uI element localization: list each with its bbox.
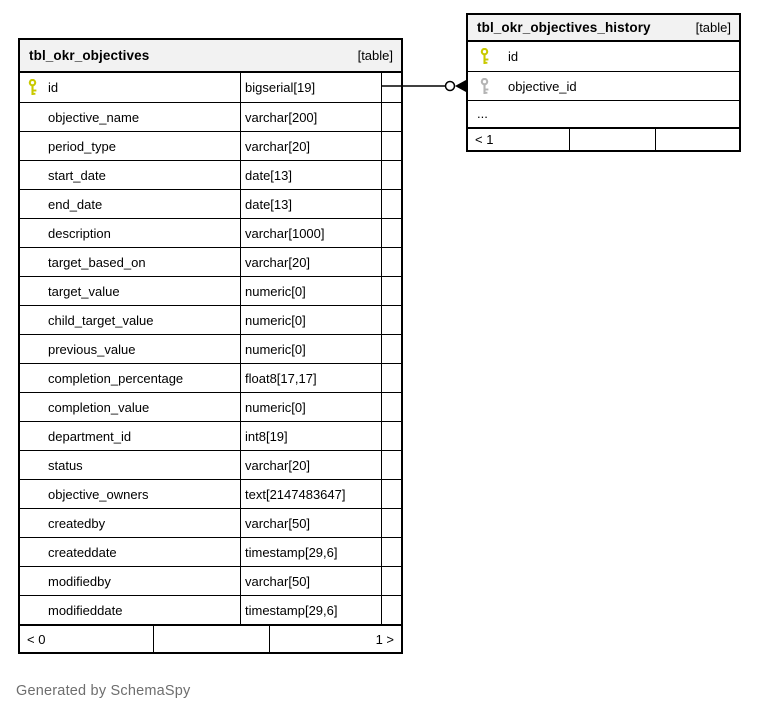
relationship-indicator-cell <box>381 277 401 305</box>
column-row-target_value[interactable] <box>20 276 401 305</box>
relationship-indicator-cell <box>381 538 401 566</box>
relationship-arrowhead-icon <box>455 80 466 92</box>
column-row-status[interactable] <box>20 450 401 479</box>
column-rows <box>20 73 401 624</box>
column-row-objective_name[interactable] <box>20 102 401 131</box>
column-name-cell <box>20 567 240 595</box>
column-row-id[interactable] <box>20 73 401 102</box>
column-type: varchar[50] <box>240 567 381 595</box>
column-name: id <box>508 49 519 64</box>
column-row-id[interactable] <box>468 42 739 71</box>
table-name[interactable]: tbl_okr_objectives <box>29 48 150 63</box>
column-row-completion_value[interactable] <box>20 392 401 421</box>
footer-children-count: < 1 <box>475 132 494 147</box>
column-name: previous_value <box>48 341 136 357</box>
column-type: text[2147483647] <box>240 480 381 508</box>
column-type: date[13] <box>240 161 381 189</box>
column-name: target_value <box>48 283 120 299</box>
column-name: end_date <box>48 196 103 212</box>
column-name: objective_name <box>48 109 140 125</box>
column-name: modifiedby <box>48 573 111 589</box>
relationship-indicator-cell <box>381 132 401 160</box>
relationship-indicator-cell <box>381 73 401 102</box>
column-name: child_target_value <box>48 312 154 328</box>
column-name-cell <box>20 509 240 537</box>
footer-spacer-cell <box>569 129 655 150</box>
relationship-indicator-cell <box>381 364 401 392</box>
column-name-cell <box>20 364 240 392</box>
table-footer <box>20 624 401 652</box>
table-tbl-okr-objectives-history[interactable] <box>466 13 741 152</box>
column-type: bigserial[19] <box>240 73 381 102</box>
relationship-indicator-cell <box>381 422 401 450</box>
column-type: numeric[0] <box>240 306 381 334</box>
column-row-start_date[interactable] <box>20 160 401 189</box>
column-row-objective_id[interactable] <box>468 71 739 100</box>
column-name: period_type <box>48 138 116 154</box>
table-name[interactable]: tbl_okr_objectives_history <box>477 20 651 35</box>
column-row-description[interactable] <box>20 218 401 247</box>
footer-parents-count: 1 > <box>269 626 401 652</box>
relationship-indicator-cell <box>381 509 401 537</box>
column-type: date[13] <box>240 190 381 218</box>
column-type: numeric[0] <box>240 393 381 421</box>
column-name: status <box>48 457 83 473</box>
column-type: timestamp[29,6] <box>240 538 381 566</box>
column-name: id <box>48 80 59 95</box>
column-type: varchar[20] <box>240 132 381 160</box>
footer-spacer-cell <box>153 626 269 652</box>
column-type: varchar[1000] <box>240 219 381 247</box>
relationship-indicator-cell <box>381 335 401 363</box>
column-name: objective_owners <box>48 486 149 502</box>
column-type: int8[19] <box>240 422 381 450</box>
column-type: varchar[20] <box>240 248 381 276</box>
column-row-department_id[interactable] <box>20 421 401 450</box>
column-name: department_id <box>48 428 132 444</box>
column-row-createddate[interactable] <box>20 537 401 566</box>
column-name-cell <box>20 480 240 508</box>
column-name: createddate <box>48 544 117 560</box>
relationship-indicator-cell <box>381 219 401 247</box>
column-name-cell <box>20 451 240 479</box>
column-name-cell <box>20 132 240 160</box>
primary-key-icon <box>28 79 48 96</box>
column-name-cell <box>20 248 240 276</box>
column-type: varchar[200] <box>240 103 381 131</box>
relationship-indicator-cell <box>381 248 401 276</box>
column-row-completion_percentage[interactable] <box>20 363 401 392</box>
table-footer <box>468 127 739 150</box>
column-name-cell <box>468 72 739 100</box>
column-name-cell <box>20 538 240 566</box>
column-name: start_date <box>48 167 106 183</box>
relationship-indicator-cell <box>381 393 401 421</box>
column-name-cell <box>468 42 739 71</box>
column-row-previous_value[interactable] <box>20 334 401 363</box>
relationship-open-circle <box>446 82 455 91</box>
table-tbl-okr-objectives[interactable] <box>18 38 403 654</box>
column-name-cell <box>20 277 240 305</box>
column-name-cell <box>20 73 240 102</box>
column-name: target_based_on <box>48 254 146 270</box>
column-name: completion_value <box>48 399 150 415</box>
relationship-indicator-cell <box>381 480 401 508</box>
column-row-createdby[interactable] <box>20 508 401 537</box>
column-rows <box>468 42 739 100</box>
column-name-cell <box>20 161 240 189</box>
hidden-columns-ellipsis: ... <box>468 100 739 126</box>
relationship-indicator-cell <box>381 190 401 218</box>
column-name-cell <box>20 335 240 363</box>
column-name-cell <box>20 422 240 450</box>
column-name-cell <box>20 393 240 421</box>
diagram-caption: Generated by SchemaSpy <box>16 683 191 699</box>
column-name: completion_percentage <box>48 370 184 386</box>
column-type: varchar[50] <box>240 509 381 537</box>
relationship-indicator-cell <box>381 161 401 189</box>
column-type: float8[17,17] <box>240 364 381 392</box>
footer-spacer-cell <box>655 129 739 150</box>
column-row-period_type[interactable] <box>20 131 401 160</box>
column-row-target_based_on[interactable] <box>20 247 401 276</box>
column-type: timestamp[29,6] <box>240 596 381 624</box>
relationship-indicator-cell <box>381 451 401 479</box>
column-name: modifieddate <box>48 602 123 618</box>
column-name-cell <box>20 219 240 247</box>
column-name-cell <box>20 596 240 624</box>
table-header[interactable] <box>468 15 739 42</box>
table-header[interactable] <box>20 40 401 73</box>
relationship-indicator-cell <box>381 306 401 334</box>
column-name-cell <box>20 190 240 218</box>
column-row-objective_owners[interactable] <box>20 479 401 508</box>
relationship-indicator-cell <box>381 103 401 131</box>
table-tag: [table] <box>357 48 393 63</box>
column-type: numeric[0] <box>240 277 381 305</box>
column-row-modifieddate[interactable] <box>20 595 401 624</box>
table-tag: [table] <box>695 20 731 35</box>
column-row-end_date[interactable] <box>20 189 401 218</box>
column-name: description <box>48 225 111 241</box>
column-row-modifiedby[interactable] <box>20 566 401 595</box>
column-type: varchar[20] <box>240 451 381 479</box>
column-type: numeric[0] <box>240 335 381 363</box>
column-name: createdby <box>48 515 106 531</box>
column-name-cell <box>20 103 240 131</box>
relationship-indicator-cell <box>381 596 401 624</box>
footer-children-count: < 0 <box>27 631 46 647</box>
relationship-indicator-cell <box>381 567 401 595</box>
column-name: objective_id <box>508 78 577 94</box>
column-row-child_target_value[interactable] <box>20 305 401 334</box>
foreign-key-icon <box>480 78 508 95</box>
column-name-cell <box>20 306 240 334</box>
primary-key-icon <box>480 48 508 65</box>
